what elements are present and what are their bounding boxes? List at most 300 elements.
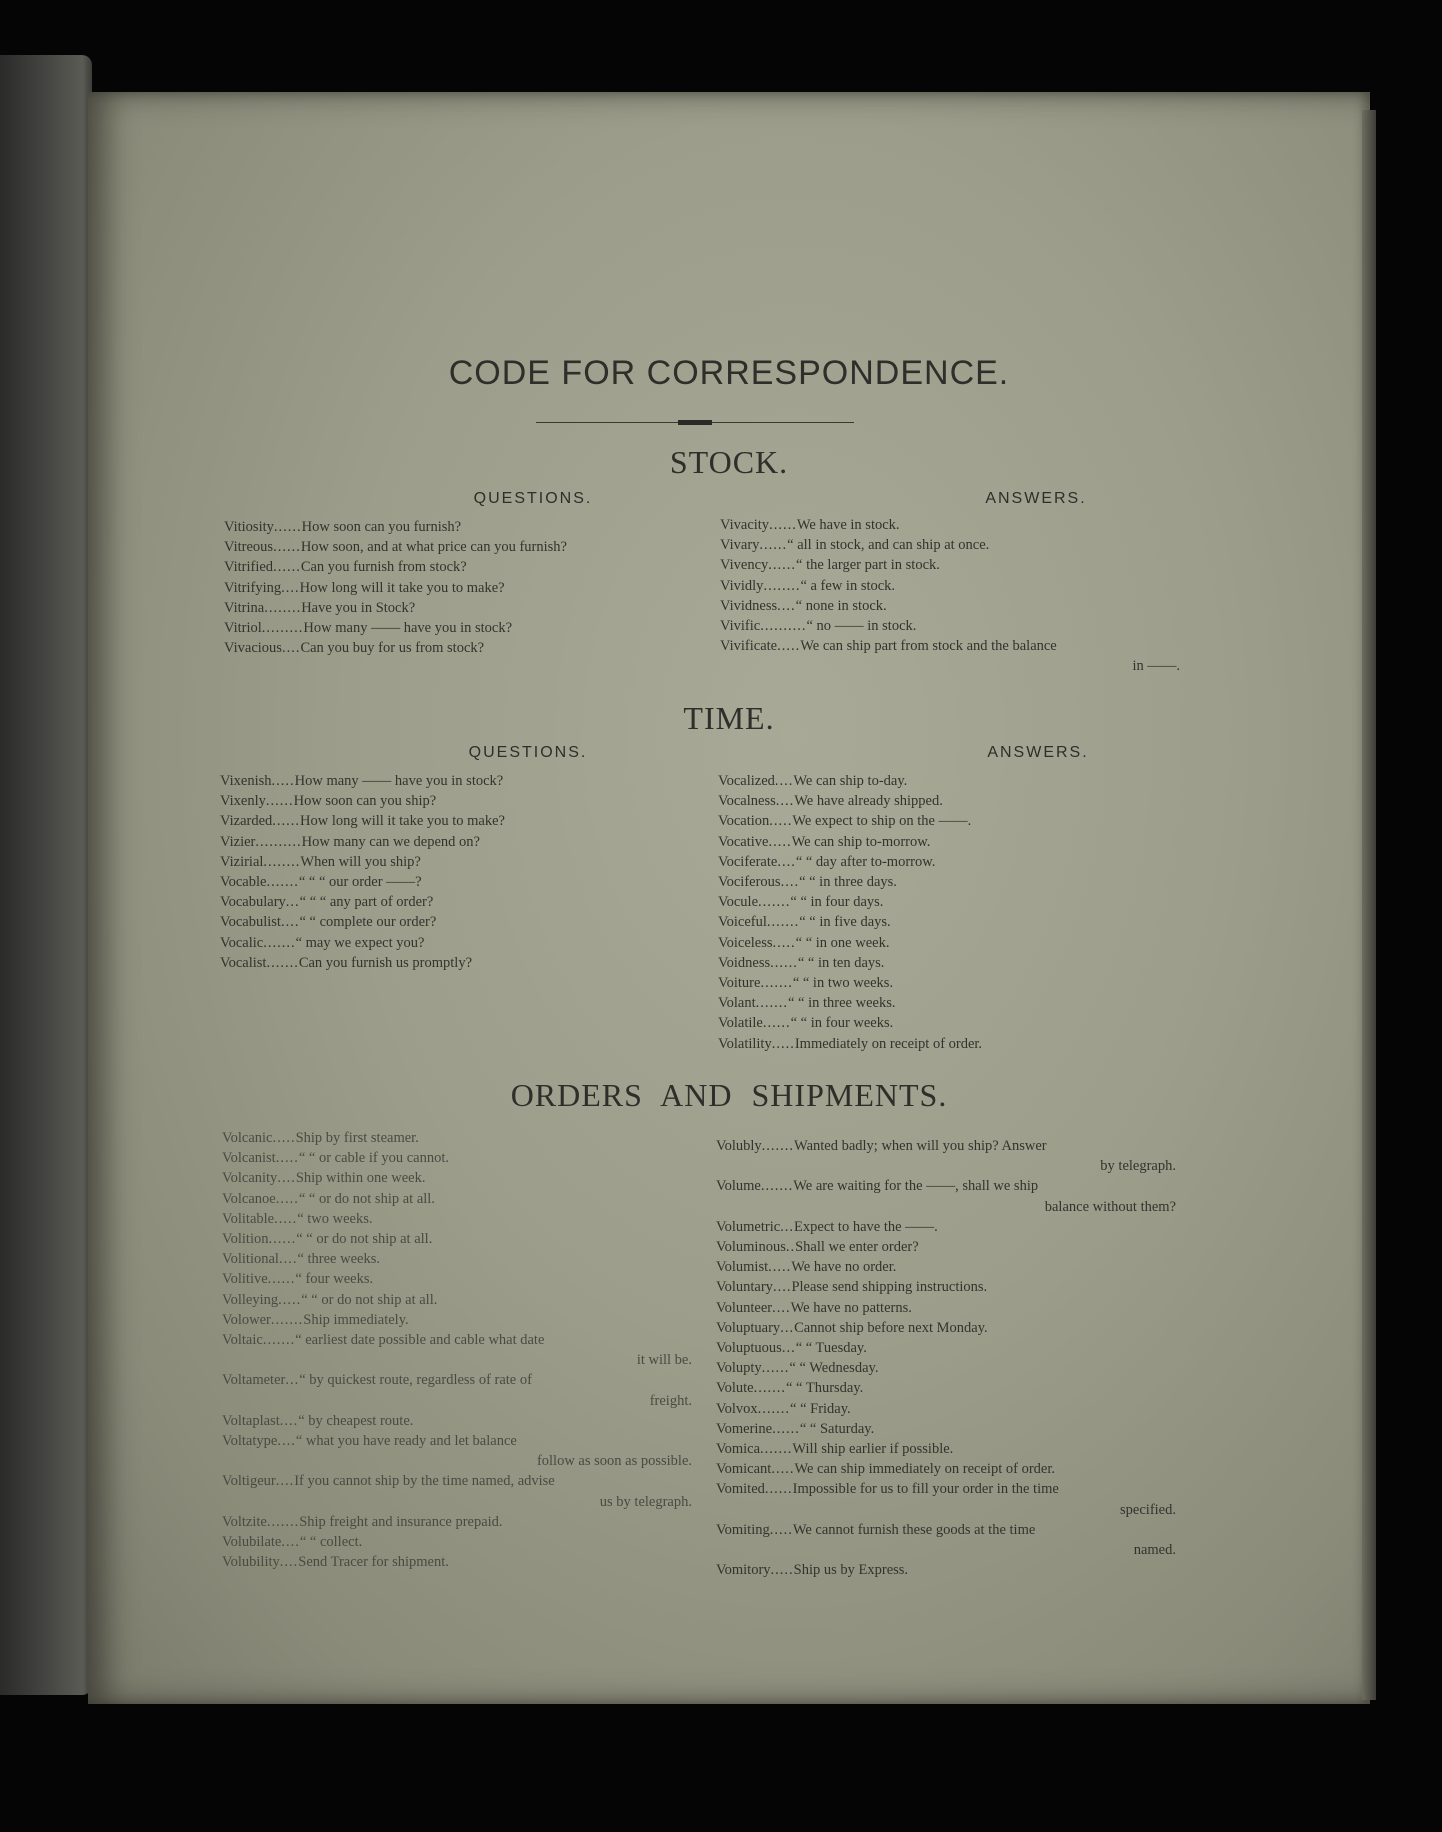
code-entry (716, 1298, 1176, 1318)
code-entry (222, 1532, 692, 1552)
code-word: Volubilate (222, 1534, 282, 1551)
leader-dots: ....... (266, 874, 299, 891)
leader-dots: ...... (267, 1271, 296, 1288)
leader-dots: ...... (761, 1360, 790, 1377)
leader-dots: ......... (261, 620, 304, 637)
leader-dots: ...... (273, 539, 301, 556)
leader-dots: ....... (758, 894, 791, 911)
code-entry (222, 1431, 692, 1471)
code-meaning: “ “ Wednesday. (789, 1360, 879, 1377)
code-entry (718, 771, 1178, 791)
time-questions-heading: QUESTIONS. (468, 744, 588, 761)
leader-dots: .... (777, 597, 796, 614)
code-meaning: “ a few in stock. (800, 577, 896, 594)
code-word: Volleying (222, 1291, 279, 1308)
leader-dots: ...... (762, 1015, 791, 1032)
code-word: Vitrified (224, 559, 274, 576)
code-entry (220, 832, 690, 852)
leader-dots: .. (785, 1239, 796, 1256)
leader-dots: .... (277, 1433, 296, 1450)
code-word: Volitable (222, 1210, 275, 1227)
leader-dots: .... (281, 579, 300, 596)
stock-answers-list (720, 515, 1180, 677)
stock-questions-heading: QUESTIONS. (473, 490, 593, 507)
code-word: Vizier (220, 833, 256, 850)
code-meaning: Send Tracer for shipment. (298, 1554, 449, 1571)
document-page (88, 92, 1370, 1704)
code-word: Vizarded (220, 813, 273, 830)
orders-right-list (716, 1136, 1176, 1580)
code-entry (716, 1338, 1176, 1358)
code-meaning-continued: in ——. (1132, 658, 1180, 675)
code-entry (720, 616, 1180, 636)
leader-dots: ...... (265, 793, 294, 810)
code-entry (720, 515, 1180, 535)
code-meaning: “ “ in four weeks. (790, 1015, 894, 1032)
code-meaning: Can you buy for us from stock? (300, 640, 485, 657)
code-entry (720, 596, 1180, 616)
code-word: Vocation (718, 813, 770, 830)
leader-dots: ....... (760, 1178, 794, 1195)
code-entry (220, 791, 690, 811)
leader-dots: ...... (768, 557, 797, 574)
code-entry (222, 1269, 692, 1289)
code-entry (718, 852, 1178, 872)
code-meaning: “ “ or do not ship at all. (301, 1291, 438, 1308)
code-word: Vomicant (716, 1461, 772, 1478)
code-meaning: “ what you have ready and let balance (295, 1433, 517, 1450)
leader-dots: ..... (771, 1035, 795, 1052)
code-entry (716, 1237, 1176, 1257)
code-meaning-continued: follow as soon as possible. (536, 1453, 692, 1470)
code-word: Voidness (718, 954, 771, 971)
code-meaning: Ship freight and insurance prepaid. (299, 1513, 503, 1530)
code-entry (222, 1471, 692, 1511)
code-entry (222, 1249, 692, 1269)
code-entry (224, 598, 694, 618)
time-answers-list (718, 771, 1178, 1054)
code-entry (224, 638, 694, 658)
code-entry (220, 852, 690, 872)
code-word: Vitreous (224, 539, 274, 556)
leader-dots: ........ (264, 599, 302, 616)
leader-dots: ..... (769, 813, 793, 830)
code-entry (220, 872, 690, 892)
leader-dots: ...... (759, 537, 788, 554)
code-entry (220, 771, 690, 791)
code-meaning: Have you in Stock? (301, 599, 416, 616)
code-entry (222, 1229, 692, 1249)
leader-dots: ....... (263, 934, 296, 951)
code-meaning: If you cannot ship by the time named, advise (294, 1473, 555, 1490)
leader-dots: ....... (757, 1400, 791, 1417)
code-meaning: “ “ in one week. (795, 934, 890, 951)
code-meaning-continued: it will be. (636, 1352, 692, 1369)
code-entry (716, 1459, 1176, 1479)
code-word: Voluminous (716, 1239, 786, 1256)
code-word: Voltzite (222, 1513, 267, 1530)
code-entry (720, 576, 1180, 596)
code-meaning-continued: specified. (1120, 1501, 1176, 1518)
code-meaning: “ “ “ any part of order? (299, 894, 434, 911)
code-word: Voltaplast (222, 1412, 280, 1429)
code-meaning: “ “ in five days. (799, 914, 891, 931)
code-word: Volute (716, 1380, 754, 1397)
code-word: Vivificate (720, 638, 778, 655)
code-word: Vomica (716, 1441, 761, 1458)
code-word: Volcanoe (222, 1190, 276, 1207)
code-meaning: “ “ Friday. (790, 1400, 851, 1417)
code-word: Voluptuous (716, 1340, 782, 1357)
page-title: CODE FOR CORRESPONDENCE. (448, 354, 1010, 392)
code-word: Vomitory (716, 1562, 771, 1579)
code-meaning: We cannot furnish these goods at the time (792, 1521, 1036, 1538)
code-word: Volant (718, 995, 756, 1012)
code-word: Vitiosity (224, 519, 274, 535)
code-entry (718, 993, 1178, 1013)
leader-dots: ...... (770, 954, 798, 971)
code-meaning: Can you furnish us promptly? (298, 954, 473, 971)
code-word: Volume (716, 1178, 761, 1195)
code-word: Volcanic (222, 1130, 273, 1146)
code-word: Vocalized (718, 773, 775, 789)
code-word: Voltameter (222, 1372, 286, 1389)
code-entry (716, 1136, 1176, 1176)
code-entry (718, 953, 1178, 973)
code-entry (222, 1168, 692, 1188)
code-entry (718, 791, 1178, 811)
leader-dots: .......... (255, 833, 302, 850)
code-entry (222, 1330, 692, 1370)
code-meaning-continued: named. (1133, 1542, 1176, 1559)
code-word: Vivency (720, 557, 769, 574)
leader-dots: ...... (273, 519, 302, 535)
section-heading-time: TIME. (683, 700, 775, 736)
code-word: Volubly (716, 1138, 762, 1154)
code-word: Volatility (718, 1035, 772, 1052)
code-entry (224, 557, 694, 577)
code-word: Vociferate (718, 853, 778, 870)
page-edge (1362, 110, 1376, 1700)
code-meaning: “ three weeks. (297, 1251, 380, 1268)
code-meaning: How soon can you furnish? (301, 519, 462, 535)
code-word: Volcanity (222, 1170, 278, 1187)
code-entry (718, 832, 1178, 852)
code-word: Voltatype (222, 1433, 278, 1450)
code-entry (222, 1370, 692, 1410)
code-entry (224, 517, 694, 537)
code-meaning: “ no —— in stock. (806, 618, 917, 635)
code-entry (716, 1520, 1176, 1560)
code-entry (716, 1439, 1176, 1459)
leader-dots: ..... (769, 1521, 793, 1538)
code-word: Voltigeur (222, 1473, 276, 1490)
code-meaning: “ “ in two weeks. (792, 975, 894, 992)
code-meaning: We can ship to-morrow. (791, 833, 931, 850)
code-meaning: How long will it take you to make? (300, 813, 505, 830)
code-meaning: “ by cheapest route. (298, 1412, 414, 1429)
code-meaning: Ship by first steamer. (295, 1130, 419, 1146)
code-meaning: How many —— have you in stock? (303, 620, 513, 637)
code-meaning: When will you ship? (300, 853, 421, 870)
code-meaning: How soon can you ship? (293, 793, 437, 810)
code-entry (716, 1399, 1176, 1419)
code-meaning: We can ship immediately on receipt of order. (794, 1461, 1055, 1478)
code-word: Vocalness (718, 793, 776, 810)
leader-dots: .... (279, 1554, 299, 1571)
code-word: Vomiting (716, 1521, 770, 1538)
leader-dots: ..... (275, 1150, 299, 1167)
leader-dots: .... (278, 1251, 298, 1268)
code-entry (716, 1176, 1176, 1216)
code-word: Vocative (718, 833, 769, 850)
code-entry (222, 1411, 692, 1431)
code-meaning: “ “ complete our order? (299, 914, 437, 931)
leader-dots: .... (775, 793, 795, 810)
code-word: Volitional (222, 1251, 279, 1268)
leader-dots: ... (780, 1319, 795, 1336)
code-word: Vomited (716, 1481, 765, 1498)
code-entry (718, 973, 1178, 993)
code-entry (716, 1318, 1176, 1338)
code-meaning: “ two weeks. (297, 1210, 373, 1227)
code-meaning: “ none in stock. (795, 597, 887, 614)
code-meaning: “ “ in three days. (799, 874, 897, 891)
code-meaning: “ four weeks. (295, 1271, 374, 1288)
leader-dots: .... (772, 1279, 792, 1296)
code-meaning: “ by quickest route, regardless of rate of (299, 1372, 532, 1389)
code-entry (718, 892, 1178, 912)
code-meaning: Expect to have the ——. (794, 1218, 938, 1235)
leader-dots: .... (277, 1170, 296, 1187)
leader-dots: ...... (268, 1231, 297, 1248)
code-meaning: “ “ Saturday. (799, 1420, 875, 1437)
leader-dots: .... (279, 1412, 299, 1429)
code-word: Voltaic (222, 1332, 263, 1349)
stock-answers-heading: ANSWERS. (985, 490, 1087, 507)
leader-dots: ... (285, 894, 300, 911)
code-word: Vocable (220, 874, 267, 891)
code-entry (716, 1378, 1176, 1398)
code-word: Vocalist (220, 954, 267, 971)
code-meaning: Immediately on receipt of order. (794, 1035, 983, 1052)
leader-dots: ..... (272, 1130, 296, 1146)
title-divider-ornament (678, 420, 712, 425)
code-word: Volumetric (716, 1218, 781, 1235)
leader-dots: ....... (270, 1311, 304, 1328)
leader-dots: ..... (768, 1259, 792, 1276)
code-word: Voiture (718, 975, 761, 992)
leader-dots: ...... (764, 1481, 793, 1498)
code-meaning: We have no patterns. (790, 1299, 912, 1316)
code-word: Vivary (720, 537, 760, 554)
code-word: Vociferous (718, 874, 781, 891)
time-answers-heading: ANSWERS. (987, 744, 1089, 761)
code-word: Voluptuary (716, 1319, 781, 1336)
code-entry (222, 1128, 692, 1148)
code-entry (220, 953, 690, 973)
code-word: Volcanist (222, 1150, 276, 1167)
leader-dots: ... (781, 1340, 796, 1357)
code-entry (222, 1209, 692, 1229)
code-meaning: We have already shipped. (794, 793, 943, 810)
code-word: Volatile (718, 1015, 763, 1032)
code-entry (720, 535, 1180, 555)
code-meaning: “ “ or do not ship at all. (298, 1190, 435, 1207)
code-word: Volitive (222, 1271, 268, 1288)
code-word: Vivacious (224, 640, 282, 657)
leader-dots: ....... (753, 1380, 786, 1397)
code-meaning: Shall we enter order? (795, 1239, 919, 1256)
code-meaning: We expect to ship on the ——. (792, 813, 972, 830)
code-meaning: “ “ “ our order ——? (298, 874, 422, 891)
code-meaning: How long will it take you to make? (299, 579, 505, 596)
code-entry (720, 555, 1180, 575)
leader-dots: .... (281, 1534, 300, 1551)
code-entry (222, 1512, 692, 1532)
leader-dots: .... (281, 640, 301, 657)
code-entry (222, 1189, 692, 1209)
leader-dots: ....... (760, 975, 793, 992)
leader-dots: ..... (770, 1562, 794, 1579)
code-meaning-continued: freight. (649, 1392, 692, 1409)
leader-dots: ....... (766, 914, 800, 931)
leader-dots: ....... (755, 995, 788, 1012)
code-word: Vitrina (224, 599, 265, 616)
code-word: Vivific (720, 618, 761, 635)
code-meaning: Ship immediately. (303, 1311, 409, 1328)
code-meaning: “ earliest date possible and cable what date (295, 1332, 545, 1349)
leader-dots: ... (780, 1218, 795, 1235)
code-word: Vixenly (220, 793, 266, 810)
leader-dots: .... (280, 914, 300, 931)
leader-dots: ....... (262, 1332, 296, 1349)
code-word: Vividness (720, 597, 778, 614)
code-word: Volubility (222, 1554, 280, 1571)
code-word: Volunteer (716, 1299, 773, 1316)
leader-dots: ..... (772, 934, 796, 951)
code-entry (224, 537, 694, 557)
code-meaning: How many can we depend on? (301, 833, 480, 850)
orders-left-list (222, 1128, 692, 1572)
leader-dots: ........ (263, 853, 301, 870)
leader-dots: ..... (768, 833, 792, 850)
code-word: Vitriol (224, 620, 262, 637)
code-word: Voiceless (718, 934, 773, 951)
code-meaning: “ “ in three weeks. (787, 995, 896, 1012)
code-meaning: Ship within one week. (295, 1170, 426, 1187)
leader-dots: ..... (278, 1291, 302, 1308)
code-entry (718, 1034, 1178, 1054)
code-meaning: Will ship earlier if possible. (792, 1441, 954, 1458)
code-meaning: “ “ collect. (299, 1534, 363, 1551)
leader-dots: .... (780, 874, 800, 891)
code-meaning-continued: balance without them? (1044, 1198, 1176, 1215)
code-word: Vomerine (716, 1420, 773, 1437)
code-entry (716, 1358, 1176, 1378)
code-entry (718, 933, 1178, 953)
code-entry (222, 1148, 692, 1168)
leader-dots: .......... (760, 618, 807, 635)
facing-page (0, 55, 92, 1695)
code-word: Vivacity (720, 517, 770, 533)
code-entry (224, 618, 694, 638)
code-meaning: How soon, and at what price can you furnish? (300, 539, 567, 556)
code-word: Vitrifying (224, 579, 282, 596)
code-meaning: We can ship to-day. (793, 773, 908, 789)
leader-dots: ...... (273, 559, 301, 576)
code-entry (222, 1552, 692, 1572)
code-meaning: “ all in stock, and can ship at once. (787, 537, 990, 554)
code-entry (718, 872, 1178, 892)
code-entry (718, 912, 1178, 932)
leader-dots: ..... (271, 773, 295, 789)
code-meaning: “ “ in four days. (790, 894, 884, 911)
code-entry (220, 933, 690, 953)
code-meaning: Impossible for us to fill your order in the time (792, 1481, 1059, 1498)
code-meaning: “ “ Tuesday. (795, 1340, 867, 1357)
leader-dots: ..... (274, 1210, 298, 1227)
code-meaning: We can ship part from stock and the balance (800, 638, 1057, 655)
code-entry (220, 811, 690, 831)
code-entry (718, 811, 1178, 831)
code-word: Volupty (716, 1360, 762, 1377)
code-meaning: How many —— have you in stock? (294, 773, 504, 789)
leader-dots: ...... (769, 517, 797, 533)
code-meaning: “ “ or do not ship at all. (296, 1231, 433, 1248)
code-word: Volition (222, 1231, 269, 1248)
leader-dots: ..... (275, 1190, 299, 1207)
code-meaning: “ “ Thursday. (785, 1380, 864, 1397)
code-entry (220, 892, 690, 912)
leader-dots: ....... (266, 1513, 300, 1530)
code-meaning: “ may we expect you? (295, 934, 425, 951)
code-meaning: “ “ in ten days. (797, 954, 885, 971)
code-meaning: “ “ day after to-morrow. (795, 853, 936, 870)
code-word: Voiceful (718, 914, 767, 931)
leader-dots: ...... (272, 813, 301, 830)
leader-dots: ....... (761, 1138, 795, 1154)
code-word: Vividly (720, 577, 764, 594)
code-entry (720, 636, 1180, 676)
code-meaning: Please send shipping instructions. (791, 1279, 988, 1296)
code-meaning: We have in stock. (796, 517, 900, 533)
leader-dots: .... (777, 853, 796, 870)
code-entry (716, 1560, 1176, 1580)
leader-dots: ... (285, 1372, 300, 1389)
code-meaning: “ “ or cable if you cannot. (298, 1150, 449, 1167)
code-meaning: We have no order. (791, 1259, 897, 1276)
code-meaning: “ the larger part in stock. (796, 557, 940, 574)
code-word: Vizirial (220, 853, 264, 870)
code-word: Vocule (718, 894, 759, 911)
code-entry (222, 1310, 692, 1330)
code-word: Volvox (716, 1400, 758, 1417)
code-entry (716, 1217, 1176, 1237)
code-meaning: Wanted badly; when will you ship? Answer (794, 1138, 1047, 1154)
code-word: Vocalic (220, 934, 264, 951)
code-entry (224, 578, 694, 598)
leader-dots: ...... (772, 1420, 800, 1437)
leader-dots: ..... (771, 1461, 795, 1478)
code-word: Vocabulist (220, 914, 281, 931)
code-meaning-continued: by telegraph. (1100, 1158, 1176, 1175)
code-entry (718, 1013, 1178, 1033)
code-meaning: Cannot ship before next Monday. (794, 1319, 988, 1336)
code-word: Volower (222, 1311, 271, 1328)
time-questions-list (220, 771, 690, 973)
code-word: Volumist (716, 1259, 769, 1276)
